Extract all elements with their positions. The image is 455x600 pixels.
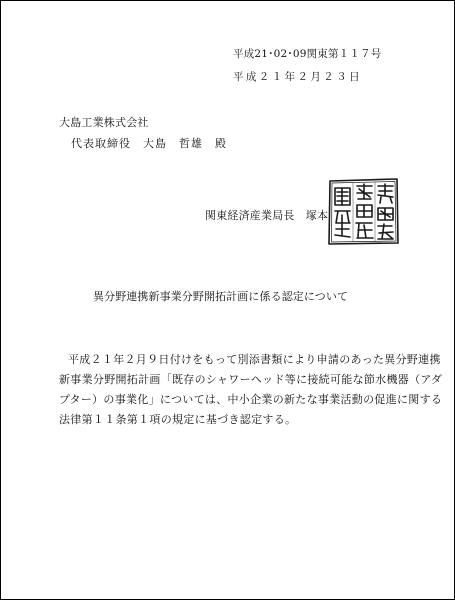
body-line: 法律第１１条第１項の規定に基づき認定する。 bbox=[59, 413, 297, 426]
document-date: 平成２１年２月２３日 bbox=[233, 71, 362, 83]
body-line: 新事業分野開拓計画「既存のシャワーヘッド等に接続可能な節水機器（アダ bbox=[59, 373, 443, 386]
subject-heading: 異分野連携新事業分野開拓計画に係る認定について bbox=[93, 290, 349, 303]
official-seal-stamp bbox=[326, 175, 401, 247]
body-line: プター）の事業化」については、中小企業の新たな事業活動の促進に関する bbox=[59, 393, 443, 406]
document-number: 平成21･02･09関東第１１７号 bbox=[233, 48, 382, 60]
addressee-person: 代表取締役 大島 哲雄 殿 bbox=[71, 137, 227, 150]
sender-title: 関東経済産業局長 塚本 bbox=[205, 209, 329, 222]
addressee-company: 大島工業株式会社 bbox=[59, 116, 149, 129]
body-line: 平成２１年２月９日付けをもって別添書類により申請のあった異分野連携 bbox=[68, 353, 441, 366]
